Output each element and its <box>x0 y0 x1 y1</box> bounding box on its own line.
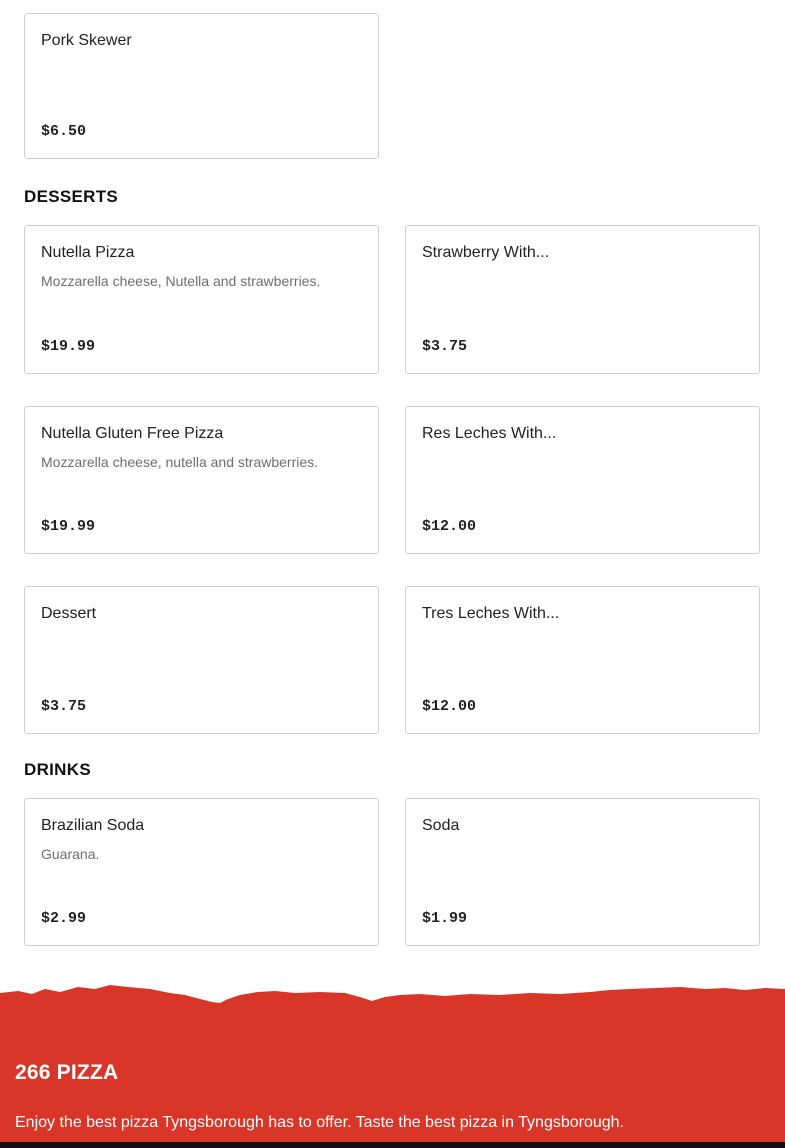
section-title-drinks: DRINKS <box>24 760 91 779</box>
menu-item-name: Brazilian Soda <box>41 817 145 834</box>
menu-item-price: $19.99 <box>41 518 96 535</box>
menu-item-description: Guarana. <box>41 846 100 862</box>
section-title-desserts: DESSERTS <box>24 187 119 206</box>
site-footer <box>0 983 785 1148</box>
menu-item-name: Nutella Pizza <box>41 244 135 261</box>
menu-item-card[interactable] <box>24 406 379 554</box>
footer-tagline: Enjoy the best pizza Tyngsborough has to offer. Taste the best pizza in Tyngsborough. <box>15 1114 624 1131</box>
menu-item-price: $12.00 <box>422 698 477 715</box>
menu-item-price: $3.75 <box>422 338 468 355</box>
menu-item-card[interactable] <box>405 225 760 374</box>
menu-item-description: Mozzarella cheese, nutella and strawberries. <box>41 454 319 470</box>
menu-item-card[interactable] <box>24 225 379 374</box>
menu-item-name: Res Leches With... <box>422 425 557 442</box>
menu-item-name: Dessert <box>41 605 97 622</box>
menu-item-price: $19.99 <box>41 338 96 355</box>
menu-item-price: $12.00 <box>422 518 477 535</box>
bottom-bar <box>0 1142 785 1148</box>
menu-item-card[interactable] <box>24 798 379 946</box>
menu-item-price: $2.99 <box>41 910 87 927</box>
menu-item-name: Pork Skewer <box>41 32 132 49</box>
menu-item-card[interactable] <box>405 586 760 734</box>
menu-item-name: Nutella Gluten Free Pizza <box>41 425 224 442</box>
menu-item-price: $3.75 <box>41 698 87 715</box>
footer-brand: 266 PIZZA <box>15 1061 119 1084</box>
menu-item-card[interactable] <box>24 586 379 734</box>
menu-item-card[interactable] <box>405 406 760 554</box>
menu-item-card[interactable] <box>24 13 379 159</box>
menu-item-name: Soda <box>422 817 460 834</box>
menu-item-price: $1.99 <box>422 910 468 927</box>
menu-item-card[interactable] <box>405 798 760 946</box>
menu-item-name: Strawberry With... <box>422 244 550 261</box>
menu-item-name: Tres Leches With... <box>422 605 560 622</box>
menu-item-price: $6.50 <box>41 123 87 140</box>
menu-item-description: Mozzarella cheese, Nutella and strawberries. <box>41 273 321 289</box>
